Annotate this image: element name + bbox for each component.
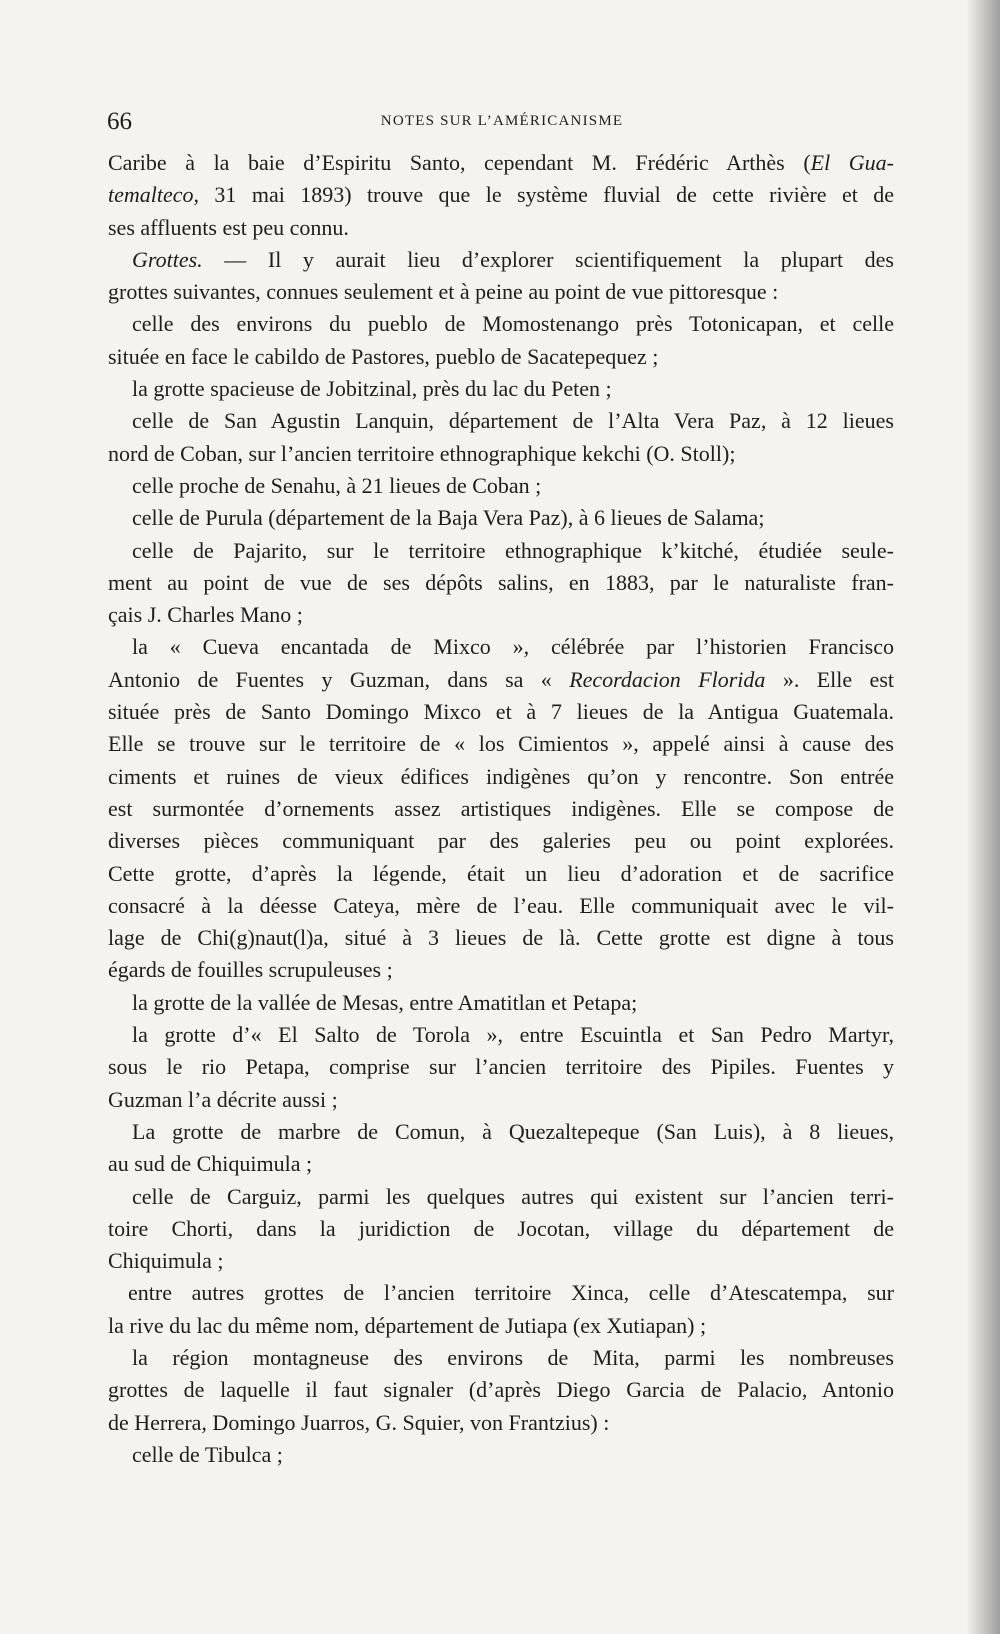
text-run: la rive du lac du même nom, département de Jutiapa (ex Xutiapan) ; <box>108 1312 707 1338</box>
text-line <box>108 179 894 211</box>
text-run: Guzman l’a décrite aussi ; <box>108 1086 338 1112</box>
text-run: ciments et ruines de vieux édifices indigènes qu’on y rencontre. Son entrée <box>108 763 894 789</box>
text-line <box>108 147 894 179</box>
text-run: Cette grotte, d’après la légende, était un lieu d’adoration et de sacrifice <box>108 860 894 886</box>
text-run: celle des environs du pueblo de Momostenango près Totonicapan, et celle <box>132 311 894 337</box>
text-run: ». Elle est <box>765 666 894 692</box>
text-line <box>108 987 894 1019</box>
text-line <box>108 793 894 825</box>
page-shadow-edge <box>966 0 1000 1634</box>
text-run: égards de fouilles scrupuleuses ; <box>108 957 393 983</box>
text-run: au sud de Chiquimula ; <box>108 1151 313 1177</box>
text-line <box>108 373 894 405</box>
text-run: Antonio de Fuentes y Guzman, dans sa « <box>108 666 570 692</box>
text-run: celle proche de Senahu, à 21 lieues de Coban ; <box>132 472 542 498</box>
text-line <box>108 1019 894 1051</box>
text-line <box>108 470 894 502</box>
text-run: celle de Purula (département de la Baja Vera Paz), à 6 lieues de Salama; <box>132 505 765 531</box>
page-number: 66 <box>107 108 132 135</box>
text-run: celle de Pajarito, sur le territoire ethnographique k’kitché, étudiée seule- <box>132 537 894 563</box>
text-line <box>108 1148 894 1180</box>
text-line <box>108 1245 894 1277</box>
italic-text: El Gua- <box>810 150 895 175</box>
text-run: située en face le cabildo de Pastores, pueblo de Sacatepequez ; <box>108 343 659 369</box>
text-run: grottes de laquelle il faut signaler (d’après Diego Garcia de Palacio, Antonio <box>108 1377 894 1403</box>
text-run: — Il y aurait lieu d’explorer scientifiquement la plupart des <box>202 246 894 272</box>
body-text <box>108 147 894 1471</box>
text-run: diverses pièces communiquant par des galeries peu ou point explorées. <box>108 828 894 854</box>
text-line <box>108 1439 894 1471</box>
text-run: çais J. Charles Mano ; <box>108 602 303 628</box>
running-title: NOTES SUR L’AMÉRICANISME <box>380 113 624 129</box>
text-line <box>108 1310 894 1342</box>
text-line <box>108 212 894 244</box>
text-line <box>108 922 894 954</box>
italic-text: Recordacion Florida <box>569 666 766 692</box>
text-run: consacré à la déesse Cateya, mère de l’eau. Elle communiquait avec le vil- <box>108 892 894 918</box>
text-run: Caribe à la baie d’Espiritu Santo, cependant M. Frédéric Arthès ( <box>108 150 811 175</box>
text-run: 31 mai 1893) trouve que le système fluvial de cette rivière et de <box>199 182 894 208</box>
text-line <box>108 761 894 793</box>
text-line <box>108 696 894 728</box>
text-line <box>108 502 894 534</box>
text-line <box>108 1051 894 1083</box>
text-line <box>108 244 894 276</box>
text-line <box>108 1374 894 1406</box>
text-run: celle de Tibulca ; <box>132 1441 283 1467</box>
text-line <box>108 890 894 922</box>
text-line <box>108 631 894 663</box>
text-run: sous le rio Petapa, comprise sur l’ancien territoire des Pipiles. Fuentes y <box>108 1054 894 1080</box>
text-run: ment au point de vue de ses dépôts salins, en 1883, par le naturaliste fran- <box>108 569 894 595</box>
text-line <box>108 1342 894 1374</box>
text-line <box>108 567 894 599</box>
text-run: Chiquimula ; <box>108 1248 224 1274</box>
text-line <box>108 825 894 857</box>
text-run: la région montagneuse des environs de Mita, parmi les nombreuses <box>132 1344 894 1370</box>
text-run: nord de Coban, sur l’ancien territoire ethnographique kekchi (O. Stoll); <box>108 440 736 466</box>
text-line <box>108 954 894 986</box>
text-line <box>108 405 894 437</box>
text-line <box>108 1084 894 1116</box>
text-line <box>108 535 894 567</box>
text-line <box>108 664 894 696</box>
text-line <box>108 341 894 373</box>
text-run: ses affluents est peu connu. <box>108 214 349 240</box>
text-run: la « Cueva encantada de Mixco », célébrée par l’historien Francisco <box>132 634 894 660</box>
text-run: lage de Chi(g)naut(l)a, situé à 3 lieues de là. Cette grotte est digne à tous <box>108 925 894 951</box>
text-line <box>108 1116 894 1148</box>
text-line <box>108 1181 894 1213</box>
text-run: de Herrera, Domingo Juarros, G. Squier, von Frantzius) : <box>108 1409 610 1435</box>
text-line <box>108 308 894 340</box>
italic-text: temalteco, <box>108 182 200 208</box>
text-run: la grotte spacieuse de Jobitzinal, près du lac du Peten ; <box>132 376 612 402</box>
text-run: entre autres grottes de l’ancien territoire Xinca, celle d’Atescatempa, sur <box>128 1280 894 1306</box>
page-header <box>107 108 897 138</box>
text-line <box>108 1407 894 1439</box>
text-line <box>108 599 894 631</box>
text-run: toire Chorti, dans la juridiction de Jocotan, village du département de <box>108 1215 894 1241</box>
text-line <box>108 438 894 470</box>
text-line <box>108 858 894 890</box>
text-run: grottes suivantes, connues seulement et à peine au point de vue pittoresque : <box>108 279 779 305</box>
text-run: La grotte de marbre de Comun, à Quezaltepeque (San Luis), à 8 lieues, <box>132 1118 894 1144</box>
text-run: Elle se trouve sur le territoire de « los Cimientos », appelé ainsi à cause des <box>108 731 894 757</box>
text-run: est surmontée d’ornements assez artistiques indigènes. Elle se compose de <box>108 795 894 821</box>
text-run: la grotte d’« El Salto de Torola », entre Escuintla et San Pedro Martyr, <box>132 1022 894 1048</box>
text-line <box>108 1213 894 1245</box>
text-run: celle de Carguiz, parmi les quelques autres qui existent sur l’ancien terri- <box>132 1183 894 1209</box>
text-run: la grotte de la vallée de Mesas, entre Amatitlan et Petapa; <box>132 989 638 1015</box>
text-line <box>108 728 894 760</box>
text-line <box>108 276 894 308</box>
text-run: celle de San Agustin Lanquin, département de l’Alta Vera Paz, à 12 lieues <box>132 408 894 434</box>
text-line <box>108 1277 894 1309</box>
text-run: située près de Santo Domingo Mixco et à 7 lieues de la Antigua Guatemala. <box>108 699 894 725</box>
italic-text: Grottes. <box>132 246 203 272</box>
